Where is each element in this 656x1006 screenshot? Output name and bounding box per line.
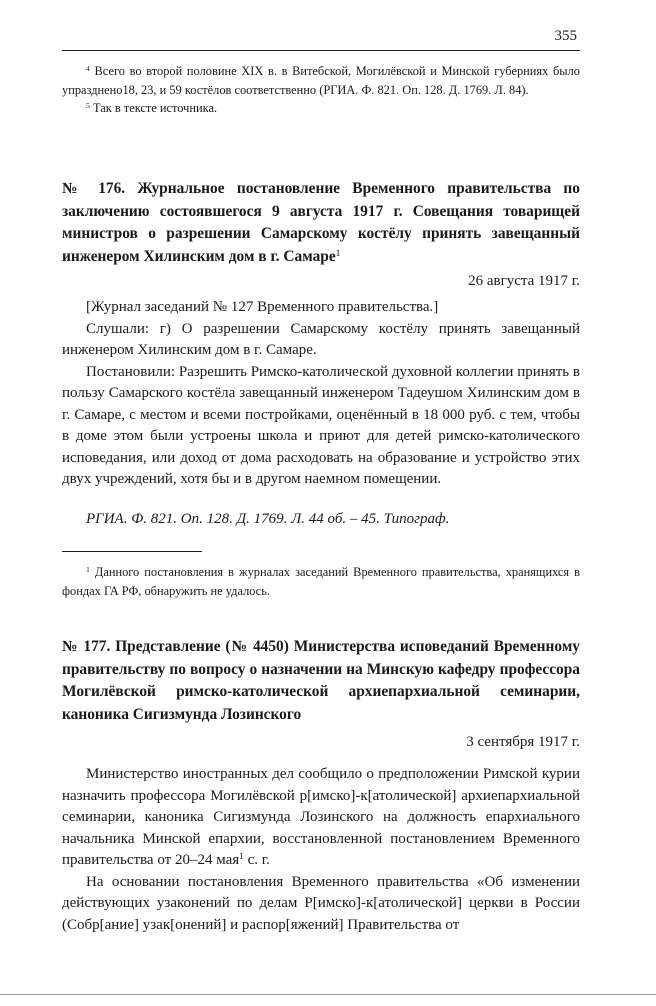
footnote-mark: 5	[86, 100, 90, 110]
paragraph-text-end: с. г.	[243, 852, 270, 868]
page-bottom-edge	[0, 994, 656, 995]
footnote-text: Так в тексте источника.	[92, 101, 218, 115]
document-176-body	[62, 297, 580, 491]
heading-text: № 177. Представление (№ 4450) Министерства исповеданий Временному правительству по вопросу о назначении на Минскую кафедру профессора Могилёвской римско-католической архиепархиальной семинарии, каноника Сигизмунда Лозинского	[62, 638, 580, 723]
footnote-mark: 4	[86, 63, 90, 73]
paragraph: Слушали: г) О разрешении Самарскому костёлу принять завещанный инженером Хилинским дом в г. Самаре.	[62, 320, 580, 358]
footnotes-176	[62, 563, 580, 600]
paragraph	[62, 764, 580, 872]
document-177-heading	[62, 636, 580, 726]
document-176-date: 26 августа 1917 г.	[468, 273, 580, 289]
document-176-heading	[62, 178, 580, 268]
footnote-4	[62, 62, 580, 99]
footnote-text: Данного постановления в журналах заседаний Временного правительства, хранящихся в фондах ГА РФ, обнаружить не удалось.	[62, 565, 580, 598]
footnotes-top	[62, 62, 580, 118]
document-177-body	[62, 764, 580, 936]
footnote-rule	[62, 551, 202, 552]
footnote-text: Всего во второй половине XIX в. в Витебской, Могилёвской и Минской губерниях было упразднено18, 23, и 59 костёлов соответственно (РГИА. Ф. 821. Оп. 128. Д. 1769. Л. 84).	[62, 64, 580, 97]
heading-text: № 176. Журнальное постановление Временного правительства по заключению состоявшегося 9 августа 1917 г. Совещания товарищей министров о разрешении Самарскому костёлу принять завещанный инженером Хилинским дом в г. Самаре	[62, 180, 580, 265]
heading-footnote-mark: 1	[335, 247, 341, 259]
footnote-mark: 1	[239, 851, 244, 862]
paragraph-text: Министерство иностранных дел сообщило о предположении Римской курии назначить профессора Могилёвской р[имско]-к[атолической] архиепархиальной семинарии, каноника Сигизмунда Лозинского на должность епархиального начальника Минской епархии, восстановленной постановлением Временного правительства от 20–24 мая	[62, 766, 580, 868]
paragraph: [Журнал заседаний № 127 Временного правительства.]	[86, 299, 439, 315]
header-rule	[62, 50, 580, 51]
document-177-date: 3 сентября 1917 г.	[466, 734, 580, 750]
document-176-source: РГИА. Ф. 821. Оп. 128. Д. 1769. Л. 44 об. – 45. Типограф.	[86, 511, 450, 527]
page-number: 355	[554, 28, 577, 44]
paragraph: На основании постановления Временного правительства «Об изменении действующих узаконений по делам Р[имско]-к[атолической] церкви в России (Собр[ание] узак[онений] и распор[яжений] Правительства от	[62, 873, 580, 933]
footnote-5	[62, 99, 580, 118]
paragraph: Постановили: Разрешить Римско-католической духовной коллегии принять в пользу Самарского костёла завещанный инженером Тадеушом Хилинским дом в г. Самаре, с местом и всеми постройками, оценённый в 18 000 руб. с тем, чтобы в доме этом были устроены школа и приют для детей римско-католического исповедания, или доход от дома расходовать на образование и устройство этих двух учреждений, хотя бы и в другом наемном помещении.	[62, 363, 580, 487]
footnote-1	[62, 563, 580, 600]
footnote-mark: 1	[86, 564, 90, 574]
